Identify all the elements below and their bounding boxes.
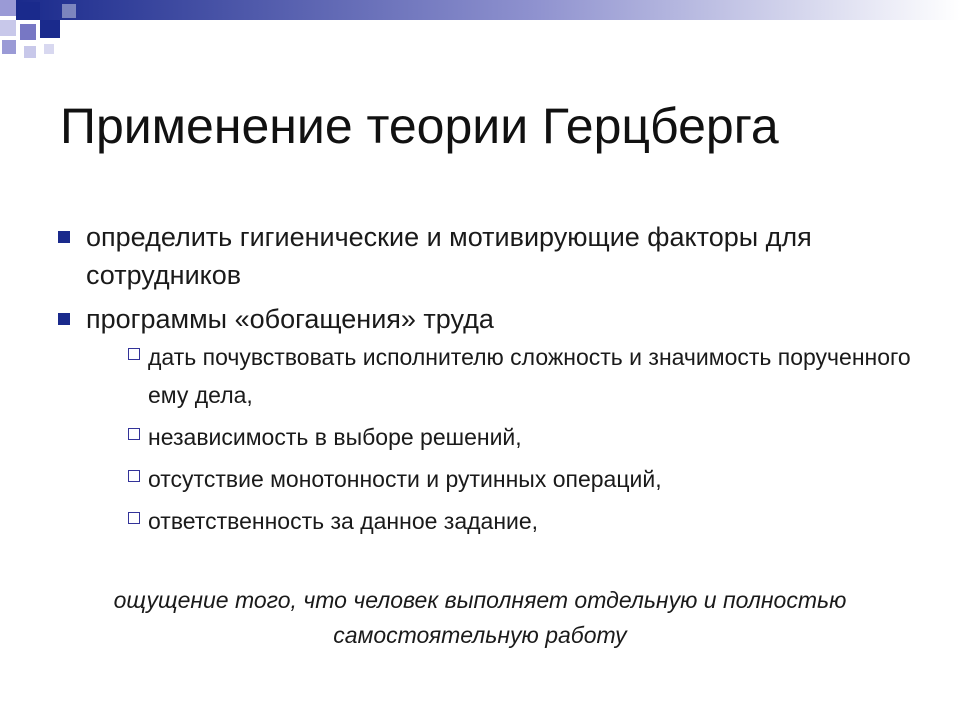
sub-bullet-text: дать почувствовать исполнителю сложность и значимость порученного ему дела, <box>148 344 911 408</box>
bullet-text: определить гигиенические и мотивирующие факторы для сотрудников <box>86 222 812 290</box>
bullet-item <box>58 218 918 294</box>
filled-square-icon <box>58 231 70 243</box>
bullet-list <box>58 218 918 546</box>
sub-bullet-item <box>126 338 918 414</box>
hollow-square-icon <box>128 428 140 440</box>
hollow-square-icon <box>128 348 140 360</box>
hollow-square-icon <box>128 470 140 482</box>
filled-square-icon <box>58 313 70 325</box>
sub-bullet-item <box>126 502 918 540</box>
header-decoration <box>0 0 960 64</box>
conclusion-note: ощущение того, что человек выполняет отдельную и полностью самостоятельную работу <box>113 587 847 648</box>
hollow-square-icon <box>128 512 140 524</box>
bullet-text: программы «обогащения» труда <box>86 304 494 334</box>
slide-title: Применение теории Герцберга <box>60 98 779 154</box>
sub-bullet-item <box>126 460 918 498</box>
sub-bullet-item <box>126 418 918 456</box>
sub-bullet-text: отсутствие монотонности и рутинных операций, <box>148 466 662 492</box>
bullet-item <box>58 300 918 540</box>
sub-bullet-text: независимость в выборе решений, <box>148 424 522 450</box>
sub-bullet-text: ответственность за данное задание, <box>148 508 539 534</box>
sub-bullet-list <box>126 338 918 540</box>
